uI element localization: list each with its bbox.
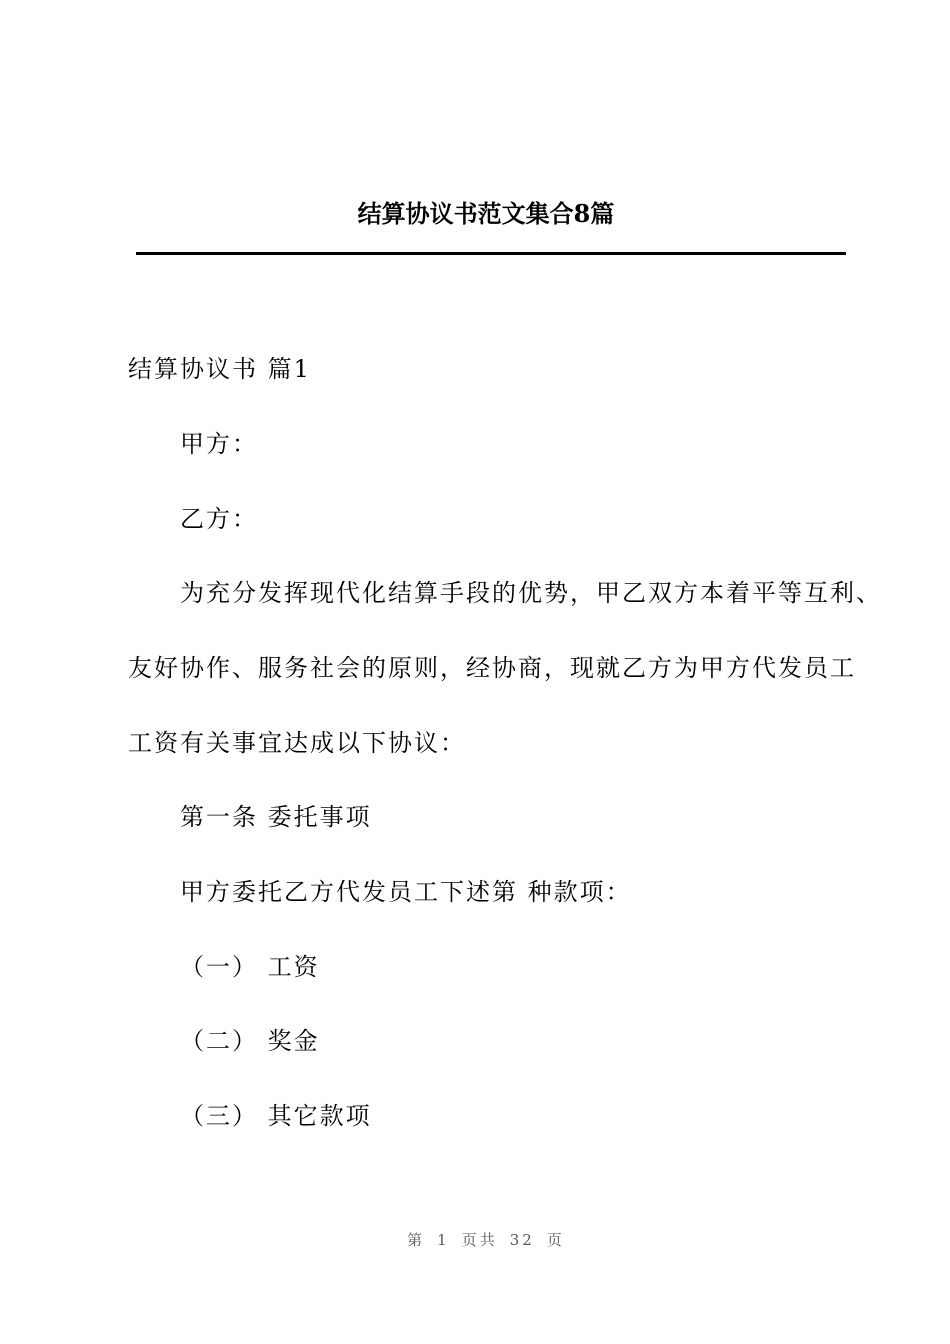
footer-page-number: 1: [437, 1231, 450, 1249]
paragraph-line: 甲方委托乙方代发员工下述第 种款项：: [180, 878, 632, 906]
article-heading: 第一条 委托事项: [180, 803, 372, 831]
page-footer: [0, 1229, 950, 1250]
document-title: 结算协议书范文集合8篇: [357, 199, 615, 228]
party-b-label: 乙方：: [180, 505, 258, 533]
paragraph-line: 为充分发挥现代化结算手段的优势，甲乙双方本着平等互利、: [180, 579, 882, 607]
list-item: （三） 其它款项: [180, 1102, 372, 1130]
paragraph-line: 友好协作、服务社会的原则，经协商，现就乙方为甲方代发员工: [128, 654, 856, 682]
footer-suffix: 页: [546, 1231, 565, 1249]
list-item: （二） 奖金: [180, 1027, 320, 1055]
footer-middle: 页共: [461, 1231, 498, 1249]
list-item: （一） 工资: [180, 953, 320, 981]
footer-total-pages: 32: [509, 1231, 535, 1249]
section-heading: 结算协议书 篇1: [128, 355, 311, 383]
footer-prefix: 第: [407, 1231, 426, 1249]
title-divider: [136, 252, 846, 255]
party-a-label: 甲方：: [180, 430, 258, 458]
paragraph-line: 工资有关事宜达成以下协议：: [128, 729, 466, 757]
